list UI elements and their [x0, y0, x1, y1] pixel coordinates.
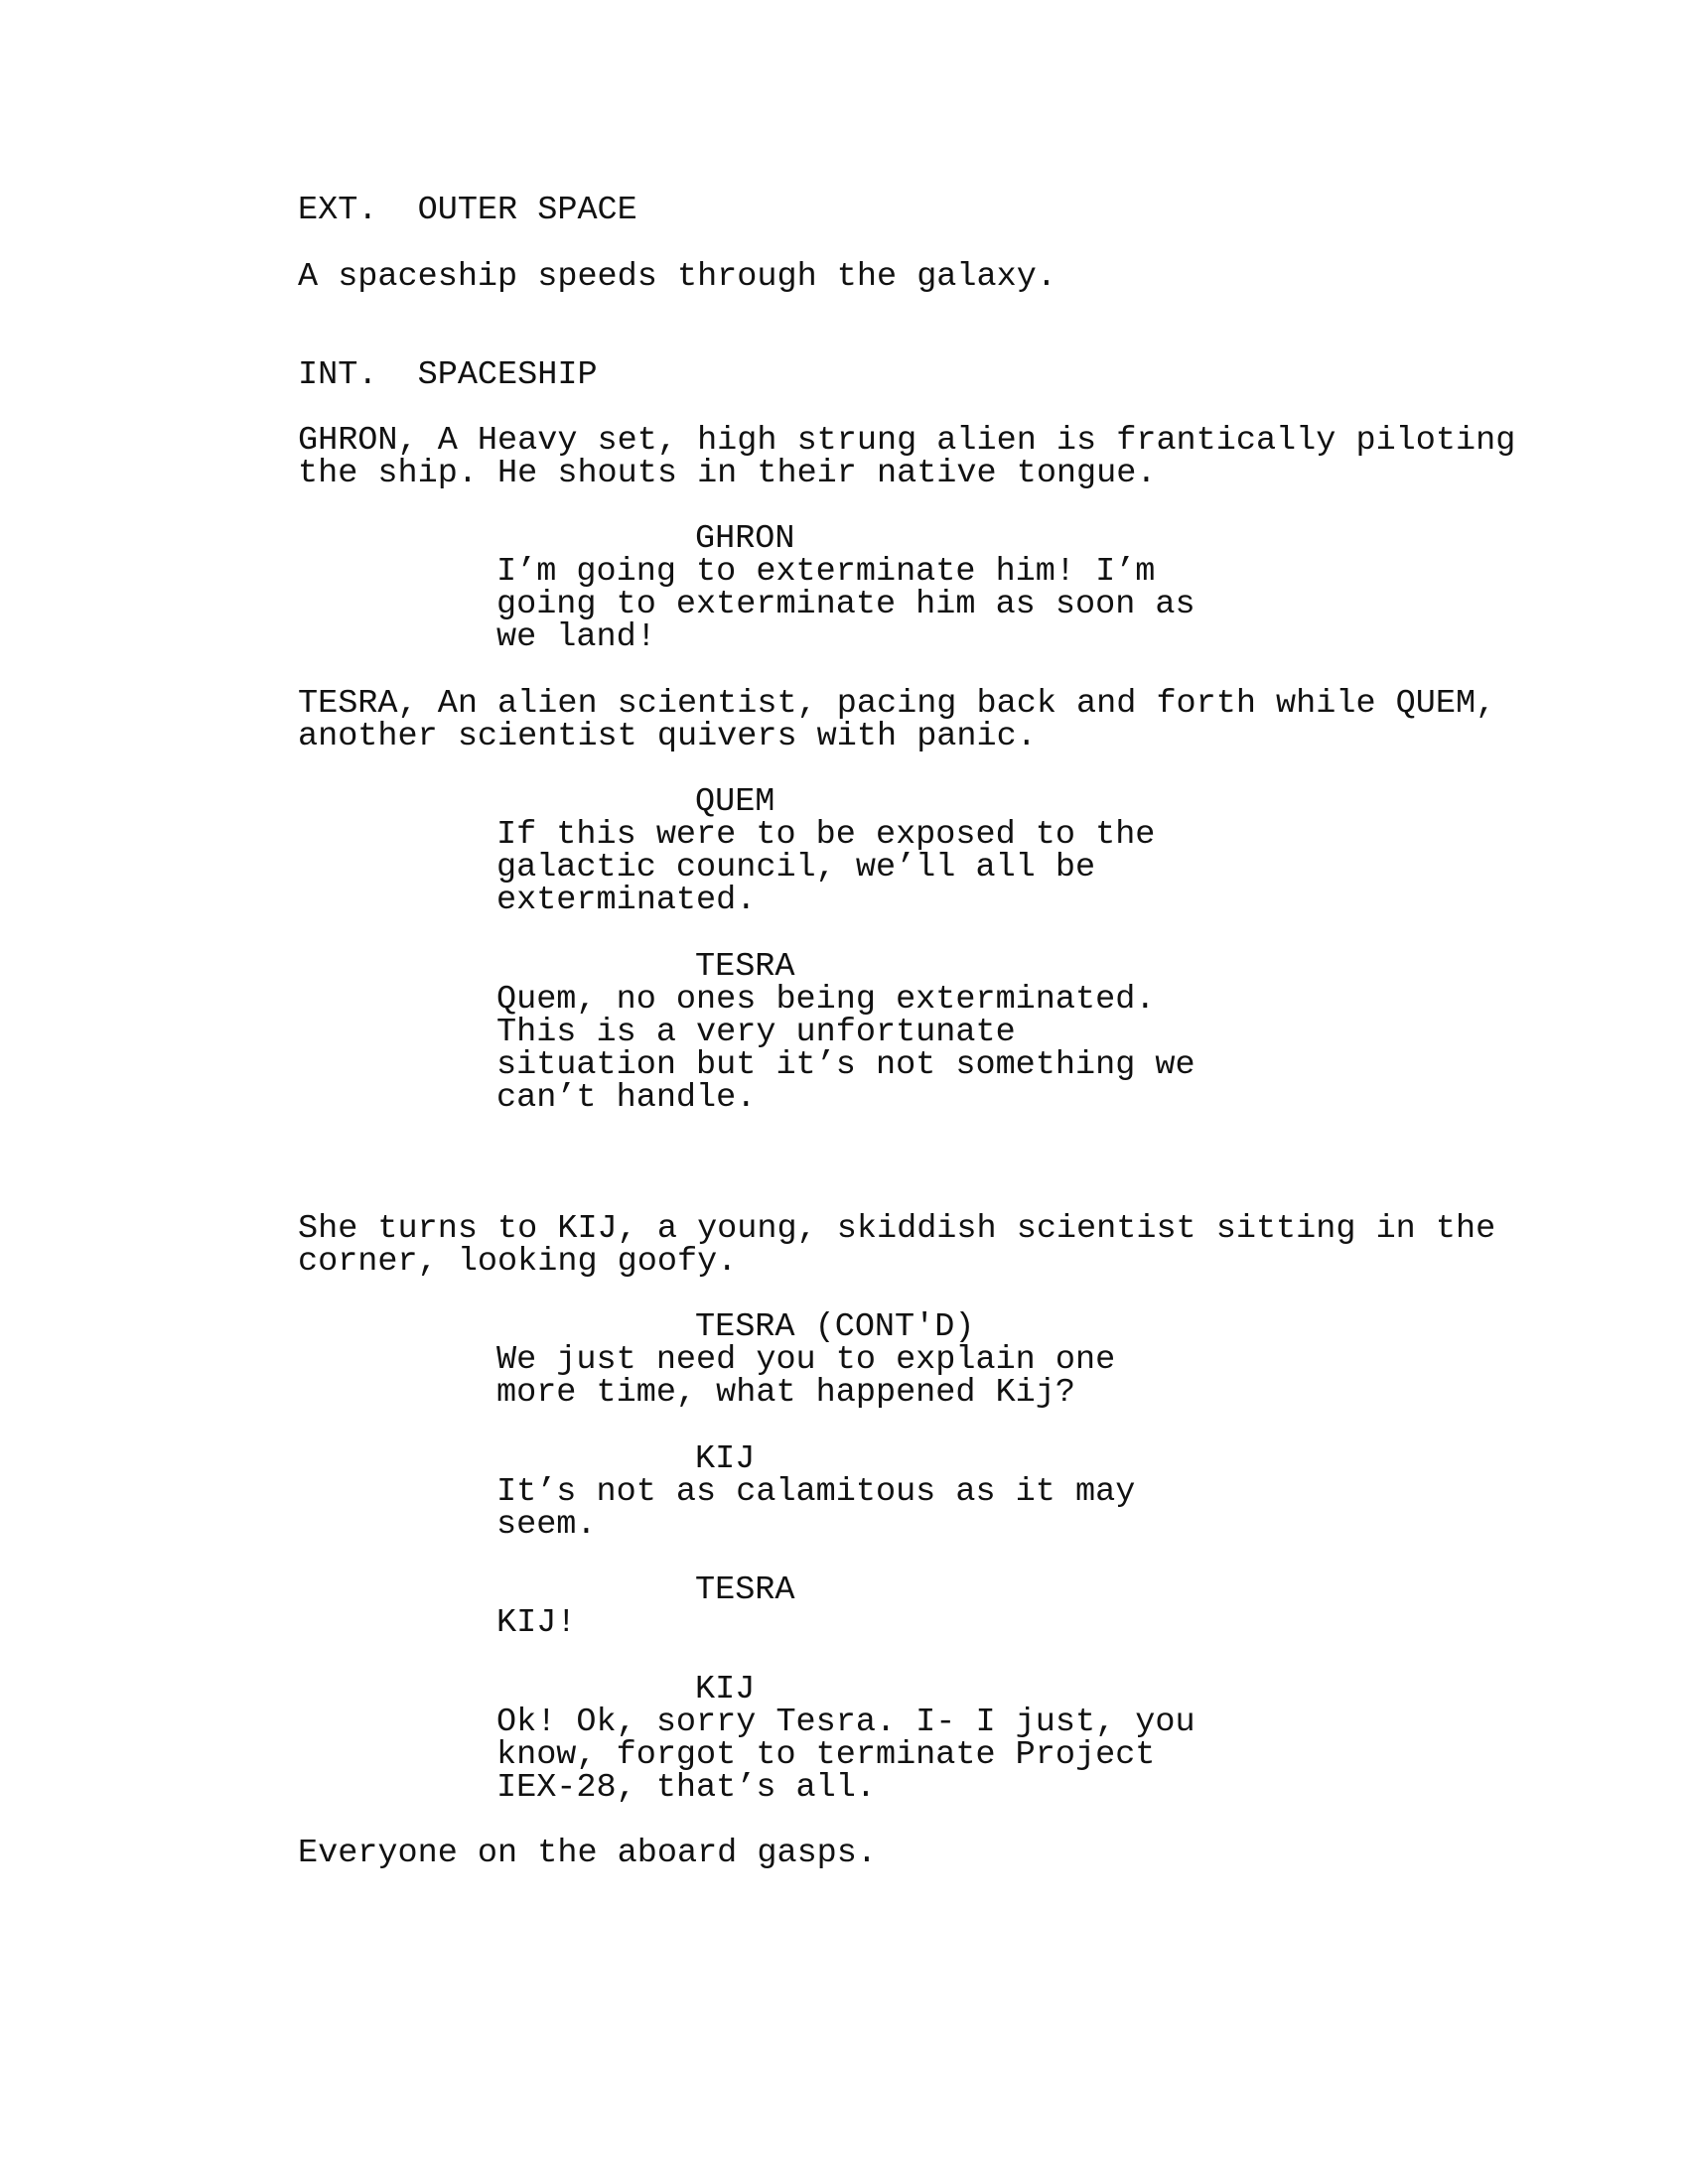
scene-heading-outer-space: EXT. OUTER SPACE	[298, 192, 637, 229]
character-cue-kij: KIJ	[695, 1671, 756, 1708]
dialogue-line: situation but it’s not something we	[496, 1046, 1196, 1084]
dialogue-line: This is a very unfortunate	[496, 1014, 1016, 1051]
dialogue-line: IEX-28, that’s all.	[496, 1769, 876, 1807]
dialogue-line: Quem, no ones being exterminated.	[496, 981, 1156, 1019]
dialogue-line: more time, what happened Kij?	[496, 1374, 1075, 1412]
dialogue-line: can’t handle.	[496, 1079, 757, 1117]
dialogue-line: galactic council, we’ll all be	[496, 849, 1096, 887]
dialogue-line: KIJ!	[496, 1604, 577, 1642]
action-line: GHRON, A Heavy set, high strung alien is frantically piloting	[298, 422, 1516, 460]
scene-heading-spaceship: INT. SPACESHIP	[298, 356, 598, 394]
character-cue-quem: QUEM	[695, 783, 775, 821]
character-cue-tesra: TESRA	[695, 1571, 795, 1609]
dialogue-line: We just need you to explain one	[496, 1341, 1116, 1379]
character-cue-ghron: GHRON	[695, 520, 795, 558]
dialogue-line: we land!	[496, 618, 656, 656]
dialogue-line: If this were to be exposed to the	[496, 816, 1156, 854]
dialogue-line: Ok! Ok, sorry Tesra. I- I just, you	[496, 1704, 1196, 1741]
dialogue-line: going to exterminate him as soon as	[496, 586, 1196, 623]
character-cue-kij: KIJ	[695, 1440, 756, 1478]
character-cue-tesra: TESRA	[695, 948, 795, 986]
dialogue-line: I’m going to exterminate him! I’m	[496, 553, 1156, 591]
dialogue-line: exterminated.	[496, 882, 757, 919]
dialogue-line: seem.	[496, 1506, 597, 1544]
action-line: Everyone on the aboard gasps.	[298, 1835, 877, 1872]
action-line: the ship. He shouts in their native tongue.	[298, 455, 1157, 492]
action-line: TESRA, An alien scientist, pacing back and forth while QUEM,	[298, 685, 1496, 723]
action-line: another scientist quivers with panic.	[298, 718, 1037, 755]
dialogue-line: know, forgot to terminate Project	[496, 1736, 1156, 1774]
action-line: corner, looking goofy.	[298, 1243, 738, 1281]
action-line: She turns to KIJ, a young, skiddish scientist sitting in the	[298, 1210, 1496, 1248]
dialogue-line: It’s not as calamitous as it may	[496, 1473, 1136, 1511]
character-cue-tesra-contd: TESRA (CONT'D)	[695, 1308, 975, 1346]
action-line: A spaceship speeds through the galaxy.	[298, 258, 1056, 296]
